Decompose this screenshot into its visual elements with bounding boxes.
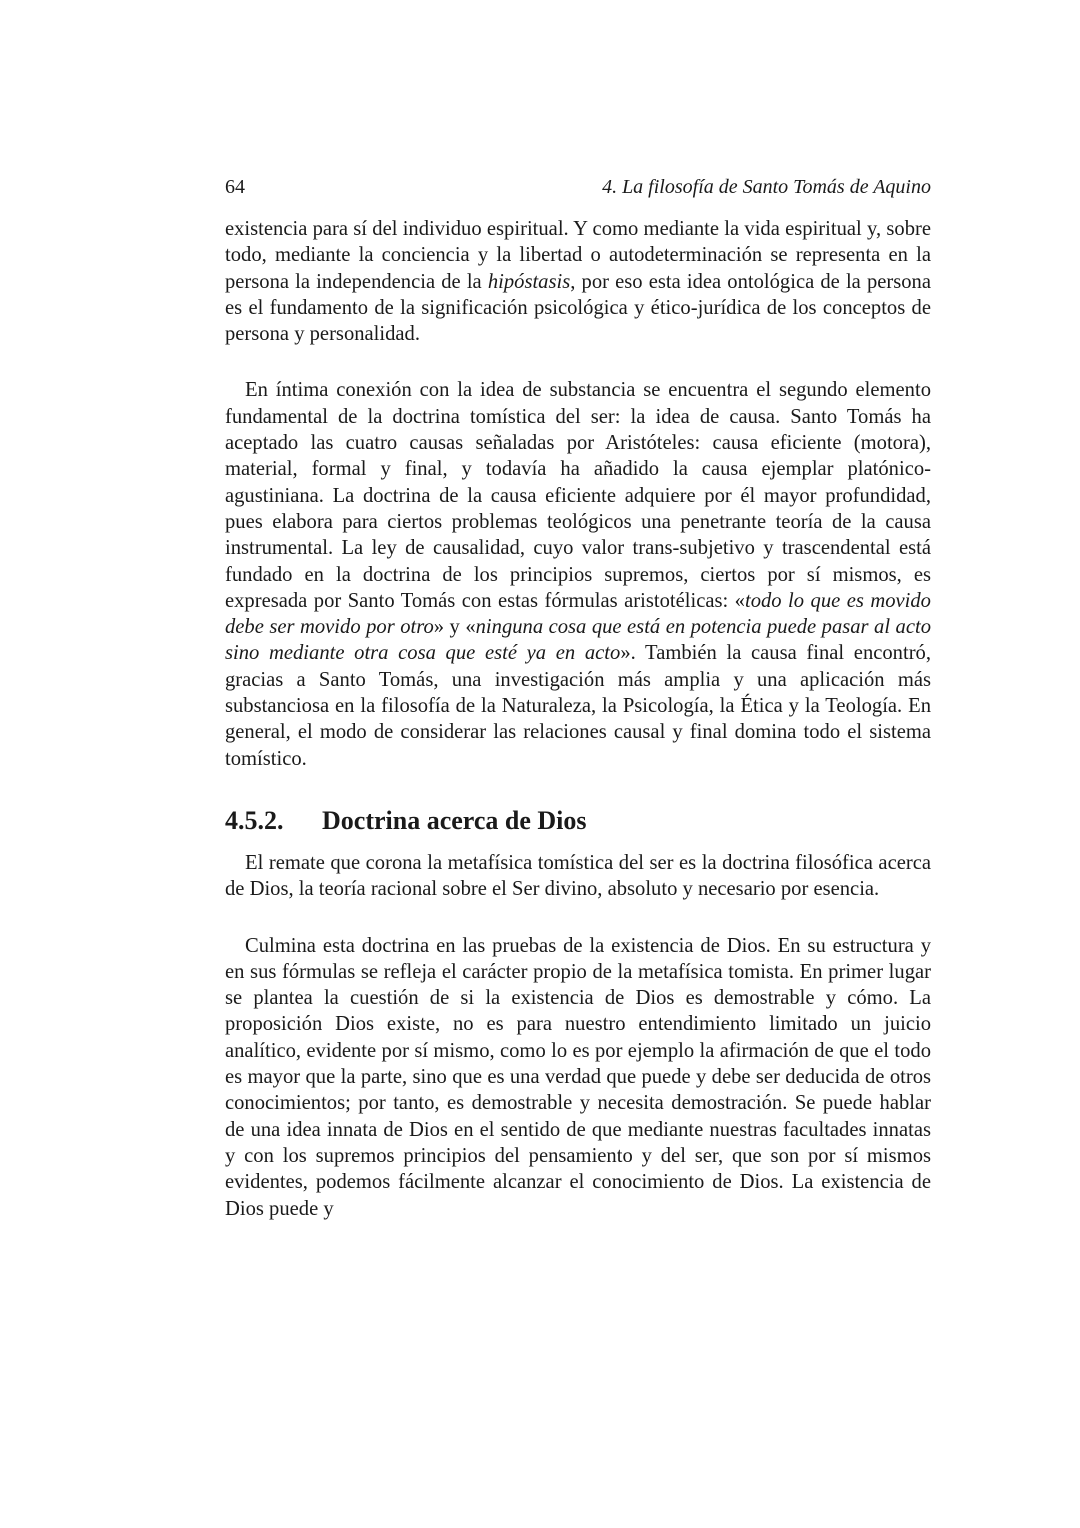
section-heading	[225, 804, 931, 838]
paragraph-remate: El remate que corona la metafísica tomística del ser es la doctrina filosófica acerca de Dios, la teoría racional sobre el Ser divino, absoluto y necesario por esencia.	[225, 851, 931, 901]
section-number: 4.5.2.	[225, 805, 284, 835]
chapter-title: 4. La filosofía de Santo Tomás de Aquino	[602, 176, 931, 198]
section-title: Doctrina acerca de Dios	[322, 805, 587, 835]
book-page	[225, 172, 931, 1222]
page-number: 64	[225, 176, 245, 198]
paragraph-text: existencia para sí del individuo espiritual. Y como mediante la vida espiritual y, sobre todo, mediante la conciencia y la libertad o autodeterminación se representa en la persona la independencia de la	[225, 218, 931, 293]
paragraph-text: ». También la causa final encontró, gracias a Santo Tomás, una investigación más amplia y una aplicación más substanciosa en la filosofía de la Naturaleza, la Psicología, la Ética y la Teología. En general, el modo de considerar las relaciones causal y final domina todo el sistema tomístico.	[225, 642, 931, 770]
paragraph-pruebas: Culmina esta doctrina en las pruebas de la existencia de Dios. En su estructura y en sus fórmulas se refleja el carácter propio de la metafísica tomista. En primer lugar se plantea la cuestión de si la existencia de Dios es demostrable y cómo. La proposición Dios existe, no es para nuestro entendimiento limitado un juicio analítico, evidente por sí mismo, como lo es por ejemplo la afirmación de que el todo es mayor que la parte, sino que es una verdad que puede y debe ser deducida de otros conocimientos; por tanto, es demostrable y necesita demostración. Se puede hablar de una idea innata de Dios en el sentido de que mediante nuestras facultades innatas y con los supremos principios del pensamiento y del ser, que son por sí mismos evidentes, podemos fácilmente alcanzar el conocimiento de Dios. La existencia de Dios puede y	[225, 934, 931, 1220]
paragraph-causa	[225, 377, 931, 771]
running-header	[225, 172, 931, 202]
italic-quote-potencia: ninguna cosa que está en potencia puede pasar al acto sino mediante otra cosa que esté ya en acto	[225, 616, 932, 665]
paragraph-text: » y «	[433, 616, 476, 639]
italic-term-hipostasis: hipóstasis	[487, 270, 571, 293]
paragraph-text: En íntima conexión con la idea de substancia se encuentra el segundo elemento fundamental de la doctrina tomística del ser: la idea de causa. Santo Tomás ha aceptado las cuatro causas señaladas por Aristóteles: causa eficiente (motora), material, formal y final, y todavía ha añadido la causa ejemplar platónico-agustiniana. La doctrina de la causa eficiente adquiere por él mayor profundidad, pues elabora para ciertos problemas teológicos una penetrante teoría de la causa instrumental. La ley de causalidad, cuyo valor trans-subjetivo y trascendental está fundado en la doctrina de los principios supremos, ciertos por sí mismos, es expresada por Santo Tomás con estas fórmulas aristotélicas: «	[225, 379, 931, 612]
paragraph-text: , por eso esta idea ontológica de la persona es el fundamento de la significación psicológica y ético-jurídica de los conceptos de persona y personalidad.	[225, 270, 931, 346]
italic-quote-movido: todo lo que es movido debe ser movido por otro	[225, 589, 931, 639]
paragraph-persona	[225, 216, 931, 347]
